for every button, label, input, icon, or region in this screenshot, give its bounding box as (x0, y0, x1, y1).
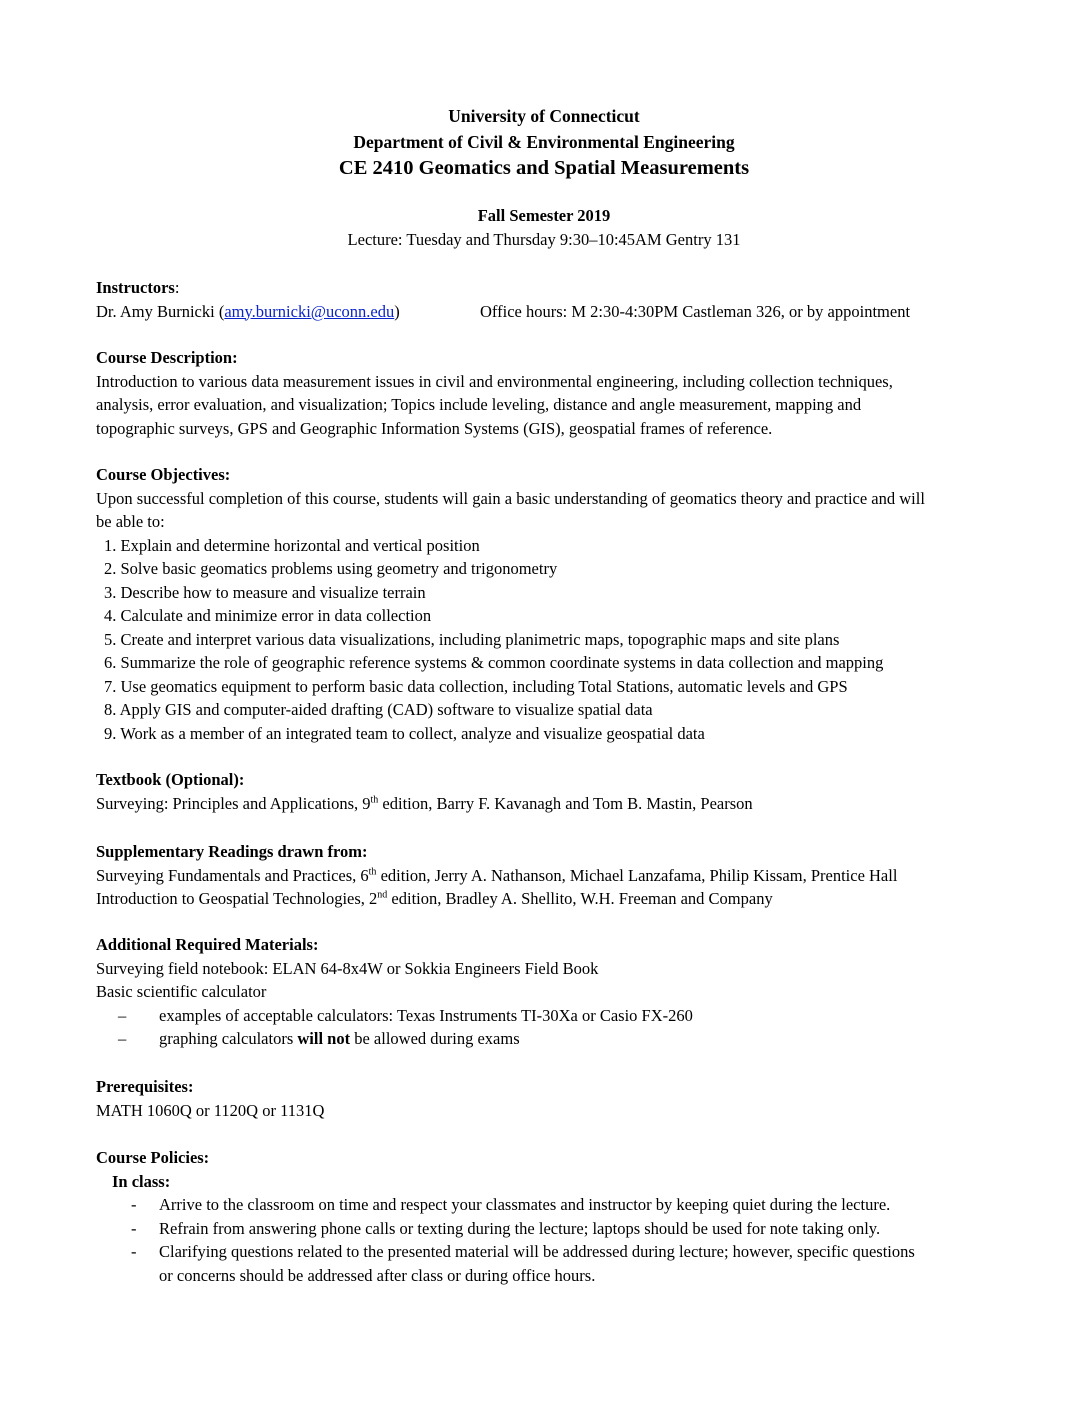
supplementary-item (96, 864, 996, 888)
instructor-name: Dr. Amy Burnicki ( (96, 301, 225, 321)
semester: Fall Semester 2019 (477, 206, 611, 225)
instructors-section (96, 276, 996, 323)
graphing-note-emphasis: will not (297, 1029, 351, 1048)
description-line: analysis, error evaluation, and visualization; Topics include leveling, distance and angle measurement, mapping and (96, 395, 862, 414)
supplementary-ordinal: nd (377, 889, 388, 901)
policy-item-continuation (96, 1264, 996, 1288)
objectives-intro: Upon successful completion of this course, students will gain a basic understanding of geomatics theory and practice and will (96, 488, 925, 508)
dash-bullet-icon: - (131, 1195, 137, 1214)
textbook-citation (96, 792, 996, 816)
materials-section (96, 933, 996, 1051)
instructor-name-close: ) (394, 301, 400, 321)
policy-text: or concerns should be addressed after class or during office hours. (159, 1265, 596, 1285)
supplementary-item (96, 887, 996, 911)
instructors-colon: : (174, 278, 180, 297)
description-line: topographic surveys, GPS and Geographic Information Systems (GIS), geospatial frames of reference. (96, 418, 773, 438)
supplementary-title: Surveying Fundamentals and Practices, 6 (96, 865, 369, 885)
policies-heading: Course Policies: (96, 1148, 210, 1167)
objective-item: 5. Create and interpret various data visualizations, including planimetric maps, topographic maps and site plans (104, 629, 840, 649)
instructors-heading: Instructors (96, 278, 175, 297)
objectives-section (96, 463, 996, 745)
instructors-heading-line (96, 276, 996, 300)
objective-item: 1. Explain and determine horizontal and vertical position (104, 535, 480, 555)
supplementary-details: edition, Bradley A. Shellito, W.H. Freeman and Company (387, 889, 773, 908)
policy-text: Refrain from answering phone calls or texting during the lecture; laptops should be used for note taking only. (159, 1218, 881, 1238)
policy-item (96, 1217, 996, 1241)
supplementary-heading: Supplementary Readings drawn from: (96, 842, 368, 861)
objectives-intro: be able to: (96, 512, 165, 531)
description-section (96, 346, 996, 440)
objective-item: 6. Summarize the role of geographic reference systems & common coordinate systems in data collection and mapping (104, 653, 884, 672)
dash-bullet-icon: – (118, 1029, 127, 1048)
dash-bullet-icon: - (131, 1218, 137, 1238)
textbook-section (96, 768, 996, 815)
prerequisites-heading: Prerequisites: (96, 1077, 194, 1096)
office-hours: Office hours: M 2:30-4:30PM Castleman 326, or by appointment (480, 301, 911, 321)
course-title: CE 2410 Geomatics and Spatial Measurements (338, 157, 750, 179)
graphing-note-pre: graphing calculators (159, 1029, 298, 1048)
university-name: University of Connecticut (448, 106, 640, 126)
calculator-bullet (96, 1027, 996, 1051)
policy-text: Clarifying questions related to the presented material will be addressed during lecture; however, specific questions (159, 1242, 915, 1261)
description-heading: Course Description: (96, 348, 238, 367)
policies-section (96, 1146, 996, 1287)
prerequisites-section (96, 1075, 996, 1122)
instructor-line (96, 300, 996, 324)
supplementary-ordinal: th (368, 866, 377, 877)
description-line: Introduction to various data measurement issues in civil and environmental engineering, including collection techniques, (96, 371, 893, 391)
textbook-ordinal: th (370, 794, 379, 805)
materials-item: Basic scientific calculator (96, 982, 267, 1001)
objective-item: 8. Apply GIS and computer-aided drafting (CAD) software to visualize spatial data (104, 700, 653, 719)
objective-item: 2. Solve basic geomatics problems using geometry and trigonometry (104, 559, 558, 578)
prerequisites-text: MATH 1060Q or 1120Q or 1131Q (96, 1100, 325, 1120)
lecture-info: Lecture: Tuesday and Thursday 9:30–10:45AM Gentry 131 (347, 230, 741, 249)
dash-bullet-icon: – (118, 1005, 127, 1025)
calculator-examples: examples of acceptable calculators: Texas Instruments TI-30Xa or Casio FX-260 (159, 1005, 693, 1025)
supplementary-title: Introduction to Geospatial Technologies, 2 (96, 889, 378, 908)
policy-text: Arrive to the classroom on time and respect your classmates and instructor by keeping quiet during the lecture. (159, 1195, 891, 1214)
in-class-subheading: In class: (112, 1171, 171, 1191)
materials-heading: Additional Required Materials: (96, 935, 319, 954)
graphing-note-post: be allowed during exams (350, 1029, 520, 1048)
objectives-list (96, 534, 996, 746)
objectives-heading: Course Objectives: (96, 465, 231, 484)
objective-item: 9. Work as a member of an integrated team to collect, analyze and visualize geospatial data (104, 723, 705, 743)
dash-bullet-icon: - (131, 1242, 137, 1261)
instructor-email-link[interactable]: amy.burnicki@uconn.edu (224, 301, 395, 321)
supplementary-section (96, 840, 996, 911)
policy-item (96, 1240, 996, 1264)
materials-item: Surveying field notebook: ELAN 64-8x4W or Sokkia Engineers Field Book (96, 958, 599, 978)
policy-item (96, 1193, 996, 1217)
supplementary-details: edition, Jerry A. Nathanson, Michael Lanzafama, Philip Kissam, Prentice Hall (376, 865, 898, 885)
calculator-bullet (96, 1004, 996, 1028)
objective-item: 7. Use geomatics equipment to perform basic data collection, including Total Stations, automatic levels and GPS (104, 676, 848, 696)
objective-item: 4. Calculate and minimize error in data collection (104, 606, 432, 625)
objective-item: 3. Describe how to measure and visualize terrain (104, 582, 426, 602)
textbook-title: Surveying: Principles and Applications, 9 (96, 793, 371, 813)
textbook-details: edition, Barry F. Kavanagh and Tom B. Mastin, Pearson (378, 793, 753, 813)
textbook-heading: Textbook (Optional): (96, 770, 245, 789)
department-name: Department of Civil & Environmental Engineering (353, 132, 735, 152)
